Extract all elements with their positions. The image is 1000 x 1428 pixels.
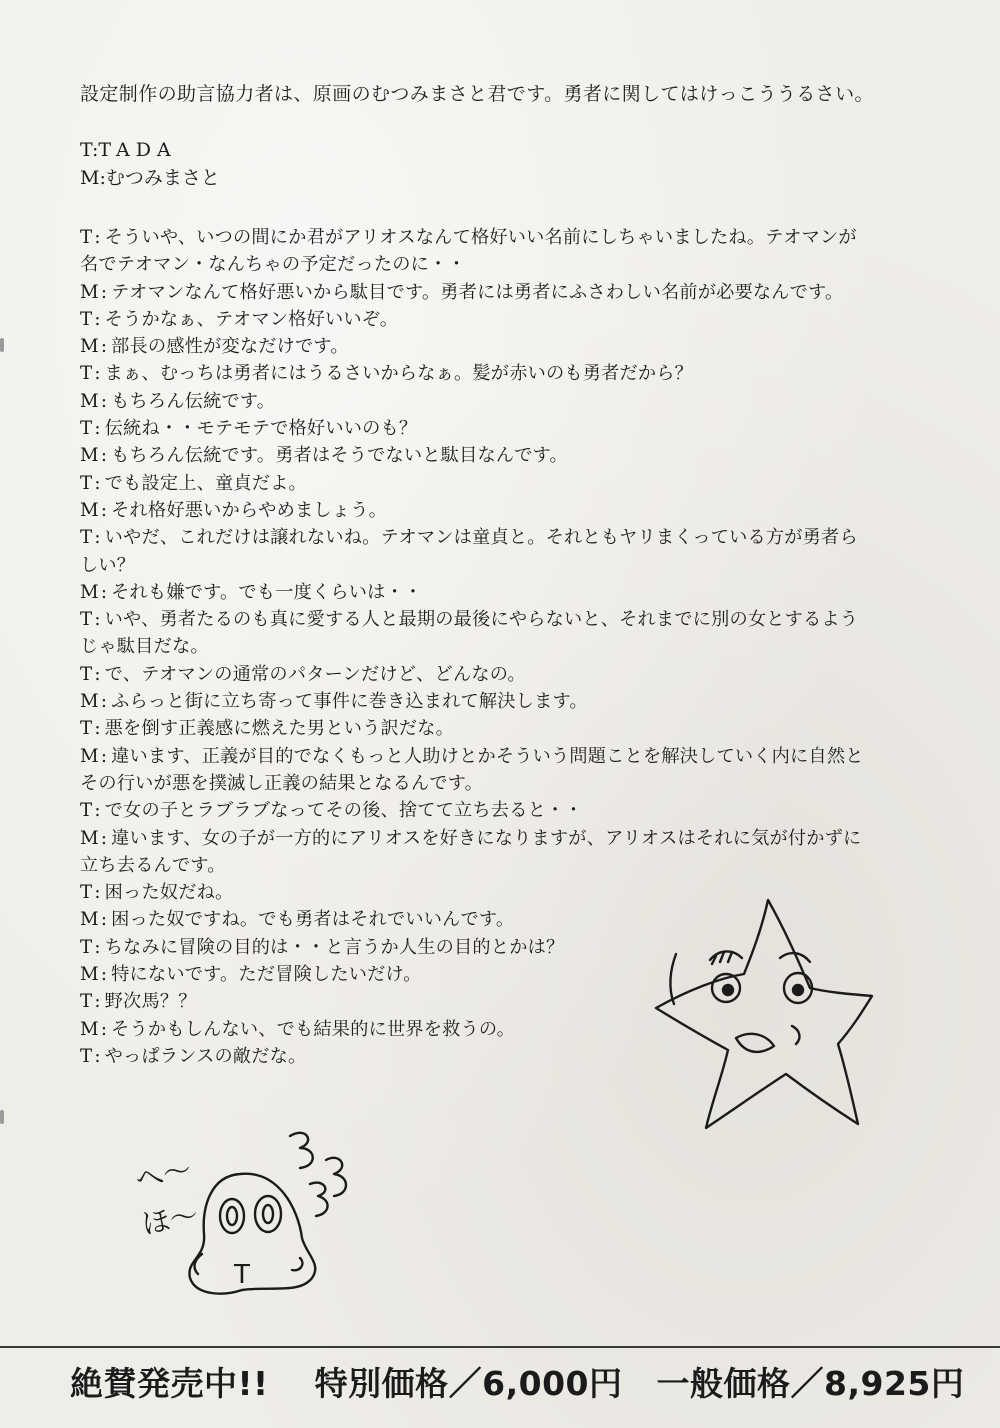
speaker-separator: : bbox=[100, 336, 108, 358]
speaker-separator: : bbox=[94, 527, 101, 549]
dialogue-line bbox=[80, 497, 940, 524]
dialogue-line bbox=[80, 715, 940, 742]
speaker-separator: : bbox=[94, 472, 101, 494]
mascot-arm bbox=[292, 1258, 302, 1270]
regular-price: 一般価格／8,925円 bbox=[656, 1363, 965, 1403]
dialogue-line bbox=[80, 279, 940, 306]
speaker-separator: : bbox=[100, 745, 108, 767]
speaker-separator: : bbox=[94, 718, 101, 740]
star-body bbox=[656, 900, 872, 1128]
dialogue-text: 部長の感性が変なだけです。 bbox=[111, 336, 349, 358]
speaker-label: T bbox=[80, 472, 93, 494]
speaker-separator: : bbox=[100, 1018, 108, 1040]
speaker-separator: : bbox=[94, 227, 101, 248]
dialogue-text: 特にないです。ただ冒険したいだけ。 bbox=[111, 964, 422, 986]
dialogue-text: テオマンなんて格好悪いから駄目です。勇者には勇者にふさわしい名前が必要なんです。 bbox=[111, 281, 844, 303]
dialogue-text: で女の子とラブラブなってその後、捨てて立ち去ると・・ bbox=[104, 800, 583, 822]
dialogue-line bbox=[80, 579, 940, 606]
dialogue-line bbox=[80, 333, 940, 360]
dialogue-text: その行いが悪を撲滅し正義の結果となるんです。 bbox=[80, 772, 484, 794]
dialogue-line bbox=[80, 224, 940, 251]
speaker-label: M bbox=[80, 827, 99, 849]
mascot-arm bbox=[195, 1254, 202, 1274]
dialogue-line bbox=[80, 306, 940, 333]
squiggle-mark bbox=[326, 1158, 346, 1196]
mascot-left-eye bbox=[220, 1199, 244, 1233]
dialogue-text: やっぱランスの敵だな。 bbox=[104, 1045, 307, 1067]
speaker-separator: : bbox=[100, 581, 108, 603]
cheek-mark bbox=[792, 1026, 799, 1044]
roster-name: むつみまさと bbox=[105, 167, 220, 189]
speaker-label: T bbox=[80, 227, 93, 248]
speaker-label: M bbox=[80, 581, 99, 603]
speaker-separator: : bbox=[94, 1045, 101, 1067]
speaker-label: M bbox=[80, 909, 99, 931]
dialogue-text: 困った奴だね。 bbox=[104, 882, 234, 904]
speaker-label: M bbox=[80, 281, 99, 303]
dialogue-text: 困った奴ですね。でも勇者はそれでいいんです。 bbox=[111, 909, 515, 931]
speaker-separator: : bbox=[94, 609, 101, 631]
roster-entry-m bbox=[80, 164, 220, 192]
dialogue-line-continuation bbox=[80, 633, 940, 660]
speaker-label: T bbox=[80, 800, 93, 822]
dialogue-line bbox=[80, 442, 940, 469]
mascot-left-pupil bbox=[227, 1207, 237, 1225]
dialogue-text: もちろん伝統です。勇者はそうでないと駄目なんです。 bbox=[111, 445, 568, 467]
dialogue-line bbox=[80, 606, 940, 633]
mascot-t-illustration bbox=[130, 1118, 360, 1308]
speaker-label: T bbox=[80, 1045, 93, 1067]
speaker-separator: : bbox=[94, 936, 101, 958]
speaker-separator: : bbox=[94, 363, 101, 385]
speaker-separator: : bbox=[94, 800, 101, 822]
speaker-label: T bbox=[80, 991, 93, 1013]
speaker-label: M bbox=[80, 964, 99, 986]
speaker-label: T bbox=[80, 363, 93, 385]
dialogue-line bbox=[80, 743, 940, 770]
dialogue-line bbox=[80, 688, 940, 715]
dialogue-text: そうかなぁ、テオマン格好いいぞ。 bbox=[104, 308, 399, 330]
speaker-label: M bbox=[80, 336, 99, 358]
dialogue-text: それも嫌です。でも一度くらいは・・ bbox=[111, 581, 423, 603]
mascot-right-eye bbox=[255, 1196, 281, 1232]
dialogue-line bbox=[80, 388, 940, 415]
dialogue-text: 伝統ね・・モテモテで格好いいのも？ bbox=[104, 418, 418, 440]
dialogue-text: 違います、女の子が一方的にアリオスを好きになりますが、アリオスはそれに気が付かずに bbox=[111, 827, 862, 849]
speaker-separator: : bbox=[100, 281, 108, 303]
dialogue-text: ふらっと街に立ち寄って事件に巻き込まれて解決します。 bbox=[111, 691, 588, 713]
speaker-separator: : bbox=[94, 663, 101, 685]
dialogue-text: 違います、正義が目的でなくもっと人助けとかそういう問題ことを解決していく内に自然と bbox=[111, 745, 864, 767]
speaker-separator: : bbox=[94, 991, 101, 1013]
dialogue-line bbox=[80, 360, 940, 387]
speaker-label: T bbox=[80, 527, 93, 549]
dialogue-line bbox=[80, 470, 940, 497]
dialogue-line bbox=[80, 797, 940, 824]
dialogue-text: で、テオマンの通常のパターンだけど、どんなの。 bbox=[104, 663, 526, 685]
dialogue-text: 名でテオマン・なんちゃの予定だったのに・・ bbox=[80, 254, 466, 276]
speaker-roster bbox=[80, 136, 220, 192]
doodle-exclamation: ほ〜 bbox=[139, 1198, 201, 1241]
dialogue-text: それ格好悪いからやめましょう。 bbox=[111, 499, 387, 521]
binding-mark bbox=[0, 1110, 4, 1124]
roster-separator: : bbox=[99, 167, 106, 189]
dialogue-text: しい？ bbox=[80, 554, 136, 576]
dialogue-line-continuation bbox=[80, 552, 940, 579]
dialogue-text: まぁ、むっちは勇者にはうるさいからなぁ。髪が赤いのも勇者だから？ bbox=[104, 363, 694, 385]
dialogue-text: でも設定上、童貞だよ。 bbox=[104, 472, 307, 494]
dialogue-text: 立ち去るんです。 bbox=[80, 854, 226, 876]
speaker-separator: : bbox=[100, 827, 108, 849]
speaker-label: M bbox=[80, 390, 99, 412]
speaker-separator: : bbox=[100, 445, 108, 467]
dialogue-line-continuation bbox=[80, 770, 940, 797]
dialogue-text: いやだ、これだけは譲れないね。テオマンは童貞と。それともヤリまくっている方が勇者ら bbox=[104, 527, 858, 549]
speaker-separator: : bbox=[100, 390, 108, 412]
dialogue-line bbox=[80, 524, 940, 551]
sales-footer bbox=[70, 1356, 970, 1406]
speaker-label: T bbox=[80, 663, 93, 685]
dialogue-line-continuation bbox=[80, 852, 940, 879]
roster-entry-t bbox=[80, 136, 220, 164]
speaker-separator: : bbox=[94, 418, 101, 440]
squiggle-mark bbox=[290, 1133, 313, 1168]
squiggle-mark bbox=[310, 1183, 328, 1216]
mascot-body bbox=[189, 1174, 315, 1294]
speaker-label: T bbox=[80, 882, 93, 904]
dialogue-text: そうかもしんない、でも結果的に世界を救うの。 bbox=[111, 1018, 515, 1040]
speaker-separator: : bbox=[100, 499, 108, 521]
roster-key: M bbox=[80, 167, 100, 189]
dialogue-text: ちなみに冒険の目的は・・と言うか人生の目的とかは？ bbox=[104, 936, 565, 958]
speaker-separator: : bbox=[100, 909, 108, 931]
binding-mark bbox=[0, 338, 4, 352]
right-pupil bbox=[793, 985, 803, 995]
speaker-label: M bbox=[80, 745, 99, 767]
dialogue-text: じゃ駄目だな。 bbox=[80, 636, 209, 658]
speaker-label: T bbox=[80, 308, 93, 330]
dialogue-text: 悪を倒す正義感に燃えた男という訳だな。 bbox=[104, 718, 455, 740]
speaker-label: T bbox=[80, 609, 93, 631]
doodle-exclamation: へ〜 bbox=[132, 1152, 195, 1197]
speaker-separator: : bbox=[94, 882, 101, 904]
speaker-separator: : bbox=[100, 691, 108, 713]
roster-key: T bbox=[80, 139, 92, 161]
dialogue-line bbox=[80, 661, 940, 688]
dialogue-text: そういや、いつの間にか君がアリオスなんて格好いい名前にしちゃいましたね。テオマンが bbox=[104, 227, 857, 248]
speaker-label: T bbox=[80, 936, 93, 958]
speaker-label: M bbox=[80, 445, 99, 467]
speaker-label: T bbox=[80, 418, 93, 440]
dialogue-text: もちろん伝統です。 bbox=[111, 390, 276, 412]
footer-rule bbox=[0, 1346, 1000, 1348]
roster-name: TADA bbox=[98, 139, 177, 161]
mascot-face-initial: T bbox=[234, 1260, 250, 1290]
dialogue-text: 野次馬？？ bbox=[104, 991, 197, 1013]
speaker-label: M bbox=[80, 1018, 99, 1040]
on-sale-banner: 絶賛発売中!! bbox=[70, 1363, 269, 1403]
speaker-label: M bbox=[80, 691, 99, 713]
mascot-right-pupil bbox=[263, 1205, 273, 1223]
hair-tuft bbox=[670, 954, 676, 1004]
mouth bbox=[736, 1034, 774, 1052]
dialogue-line bbox=[80, 415, 940, 442]
roster-separator: : bbox=[92, 139, 99, 161]
star-character-illustration bbox=[640, 888, 880, 1138]
speaker-label: M bbox=[80, 499, 99, 521]
dialogue-text: いや、勇者たるのも真に愛する人と最期の最後にやらないと、それまでに別の女とするよう bbox=[104, 609, 859, 631]
speaker-label: T bbox=[80, 718, 93, 740]
speaker-separator: : bbox=[94, 308, 101, 330]
intro-paragraph: 設定制作の助言協力者は、原画のむつみまさと君です。勇者に関してはけっこううるさい。 bbox=[80, 83, 874, 105]
dialogue-line bbox=[80, 825, 940, 852]
left-pupil bbox=[723, 985, 733, 995]
special-price: 特別価格／6,000円 bbox=[314, 1363, 623, 1403]
dialogue-line-continuation bbox=[80, 251, 940, 278]
speaker-separator: : bbox=[100, 964, 108, 986]
